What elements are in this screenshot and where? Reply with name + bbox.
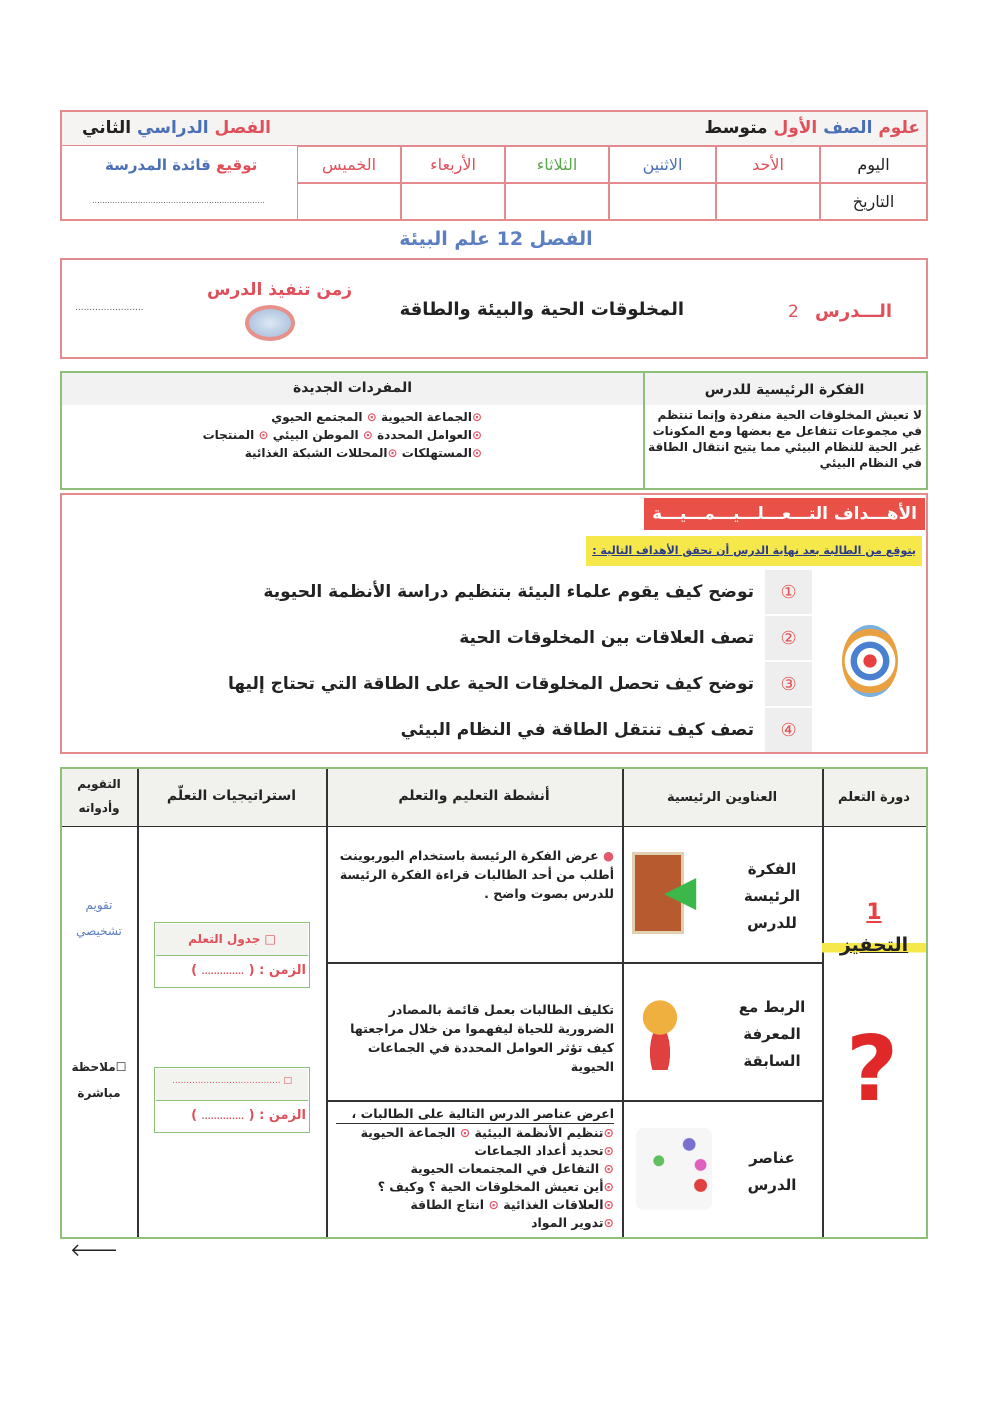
objective-number: ④	[765, 708, 812, 752]
row-divider	[326, 1100, 822, 1102]
objective-text: تصف العلاقات بين المخلوقات الحية	[459, 628, 754, 648]
objective-text: توضح كيف يقوم علماء البيئة بتنظيم دراسة الأنظمة الحيوية	[263, 582, 754, 602]
time-label: الزمن : (	[248, 963, 306, 978]
vocab-item: المستهلكات	[401, 446, 472, 460]
strategy-2[interactable]: □ ......................................	[156, 1069, 308, 1101]
vocab-item: المجتمع الحيوي	[271, 410, 363, 424]
evaluation-observation: ☐ملاحظة مباشرة	[71, 1060, 127, 1100]
grade: الأول	[773, 118, 818, 138]
evaluation-diagnostic: تقويم تشخيصي	[76, 898, 122, 938]
header-evaluation: التقويم وأدواته	[77, 777, 121, 815]
element-item: العلاقات الغذائية	[503, 1197, 604, 1212]
element-item: التفاعل في المجتمعات الحيوية	[410, 1161, 600, 1176]
strategy-2-time[interactable]	[160, 1103, 306, 1130]
strategy-1[interactable]: □ جدول التعلم	[156, 924, 308, 956]
date-tuesday[interactable]	[505, 183, 609, 220]
objective-number: ③	[765, 662, 812, 706]
objectives-intro: يتوقع من الطالبة بعد نهاية الدرس أن تحقق الأهداف التالية :	[586, 536, 922, 566]
time-close: )	[191, 1108, 198, 1123]
day-monday: الاثنين	[609, 146, 716, 183]
element-item: الجماعة الحيوية	[360, 1125, 456, 1140]
element-item: أين تعيش المخلوقات الحية ؟ وكيف ؟	[377, 1179, 604, 1194]
vocab-item: الجماعة الحيوية	[380, 410, 472, 424]
element-item: انتاج الطاقة	[410, 1197, 485, 1212]
day-sunday: الأحد	[716, 146, 820, 183]
vocab-heading: المفردات الجديدة	[293, 380, 412, 396]
chapter-title: الفصل 12 علم البيئة	[399, 228, 593, 250]
day-wednesday: الأربعاء	[401, 146, 505, 183]
arrow-icon: ◀	[664, 866, 697, 915]
cartoon-character-icon	[640, 1000, 680, 1070]
vocab-item: الموطن البيئي	[272, 428, 359, 442]
next-page-arrow-icon[interactable]: 🡐	[70, 1240, 119, 1261]
row-title: الفكرة الرئيسة للدرس	[743, 860, 801, 932]
vocab-item: العوامل المحددة	[377, 428, 472, 442]
vocab-item: المنتجات	[202, 428, 255, 442]
activity-elements: اعرض عناصر الدرس التالية على الطالبات ، ⊙تنظيم الأنظمة البيئية ⊙ الجماعة الحيوية ⊙تحديد أعداد الجماعات ⊙ التفاعل في المجتمعات الحيوية ⊙أين تعيش المخلوقات الحية ؟ وكيف ؟ ⊙العلاقات الغذائية ⊙ انتاج الطاقة ⊙تدوير المواد	[336, 1105, 614, 1232]
header-activities: أنشطة التعليم والتعلم	[398, 788, 550, 804]
vocab-list: ⊙الجماعة الحيوية ⊙ المجتمع الحيوي ⊙العوامل المحددة ⊙ الموطن البيئي ⊙ المنتجات ⊙المستهلكات ⊙المحللات الشبكة الغذائية	[202, 410, 482, 460]
col-divider	[326, 769, 328, 1237]
lesson-time-dots: ........................	[75, 303, 144, 313]
time-close: )	[191, 963, 198, 978]
header-titles: العناوين الرئيسية	[666, 790, 778, 805]
element-item: تنظيم الأنظمة البيئية	[474, 1125, 604, 1140]
cycle-number: 1	[866, 900, 882, 925]
time-label: الزمن : (	[248, 1108, 306, 1123]
objectives-heading: الأهـــداف التـــعـــلـــيـــمـــيـــة	[644, 498, 925, 530]
activity-text: تكليف الطالبات بعمل قائمة بالمصادر الضرورية للحياة ليفهموا من خلال مراجعتها كيف تؤثر العوامل المحددة في الجماعات الحيوية	[350, 1002, 614, 1074]
lesson-time-label: زمن تنفيذ الدرس	[207, 280, 353, 300]
day-tuesday: الثلاثاء	[505, 146, 609, 183]
term-info	[82, 118, 271, 138]
objective-number: ②	[765, 616, 812, 660]
row-title: عناصر الدرس	[747, 1149, 797, 1194]
vocab-item: المحللات الشبكة الغذائية	[244, 446, 388, 460]
col-divider	[822, 769, 824, 1237]
palette-pencil-icon	[636, 1128, 712, 1210]
activity-1: عرض الفكرة الرئيسة باستخدام البوربوينت أطلب من أحد الطالبات قراءة الفكرة الرئيسة للدرس بصوت واضح .	[339, 848, 614, 901]
strategy-1-label: جدول التعلم	[188, 932, 261, 946]
main-idea-text: لا تعيش المخلوقات الحية منفردة وإنما تنتظم في مجموعات تتفاعل مع بعضها ومع المكونات غير الحية للنظام البيئي مما يتيح انتقال الطاقة في النظام البيئي	[648, 408, 922, 470]
signature-role: قائدة المدرسة	[105, 156, 211, 174]
clock-icon	[245, 305, 295, 341]
row-title: الربط مع المعرفة السابقة	[738, 998, 806, 1070]
time-dots: ..............	[201, 1112, 245, 1121]
grade-label: الصف	[823, 118, 873, 138]
signature-dots: ....................................................................	[92, 196, 265, 205]
term-label: الفصل	[214, 118, 271, 138]
target-icon	[842, 625, 898, 697]
col-divider	[622, 769, 624, 1237]
lesson-label: الـــدرس	[815, 301, 892, 322]
evaluation-observation-label: ملاحظة مباشرة	[71, 1060, 121, 1100]
header-cycle: دورة التعلم	[838, 790, 910, 805]
day-label: اليوم	[820, 146, 927, 183]
col-divider	[137, 769, 139, 1237]
strategy-1-time[interactable]	[160, 958, 306, 985]
lesson-title: المخلوقات الحية والبيئة والطاقة	[399, 299, 684, 320]
objective-text: توضح كيف تحصل المخلوقات الحية على الطاقة التي تحتاج إليها	[227, 674, 754, 694]
activity-text: ● عرض الفكرة الرئيسة باستخدام البوربوينت أطلب من أحد الطالبات قراءة الفكرة الرئيسة للدرس بصوت واضح .	[339, 848, 614, 901]
term-type: الدراسي	[137, 118, 209, 138]
strategy-2-dots: ......................................	[171, 1076, 281, 1086]
element-item: تحديد أعداد الجماعات	[474, 1143, 604, 1158]
subject: علوم	[878, 118, 920, 138]
level: متوسط	[704, 118, 768, 138]
cycle-stage: التحفيز	[822, 934, 926, 956]
date-thursday[interactable]	[297, 183, 401, 220]
lesson-number: 2	[788, 302, 799, 322]
question-mark-icon: ?	[846, 1017, 899, 1122]
course-info	[704, 118, 920, 138]
signature-label	[105, 156, 257, 174]
date-label: التاريخ	[820, 183, 927, 220]
element-item: تدوير المواد	[531, 1215, 604, 1230]
time-dots: ..............	[201, 967, 245, 976]
signature-word: توقيع	[216, 156, 258, 174]
day-thursday: الخميس	[297, 146, 401, 183]
header-strategies: استراتيجيات التعلّم	[166, 788, 297, 804]
objective-number: ①	[765, 570, 812, 614]
date-wednesday[interactable]	[401, 183, 505, 220]
main-idea-heading: الفكرة الرئيسية للدرس	[704, 382, 865, 398]
date-monday[interactable]	[609, 183, 716, 220]
objective-text: تصف كيف تنتقل الطاقة في النظام البيئي	[400, 720, 754, 740]
term: الثاني	[82, 118, 132, 138]
row-divider	[326, 962, 822, 964]
date-sunday[interactable]	[716, 183, 820, 220]
activity-heading: اعرض عناصر الدرس التالية على الطالبات ،	[336, 1105, 614, 1124]
